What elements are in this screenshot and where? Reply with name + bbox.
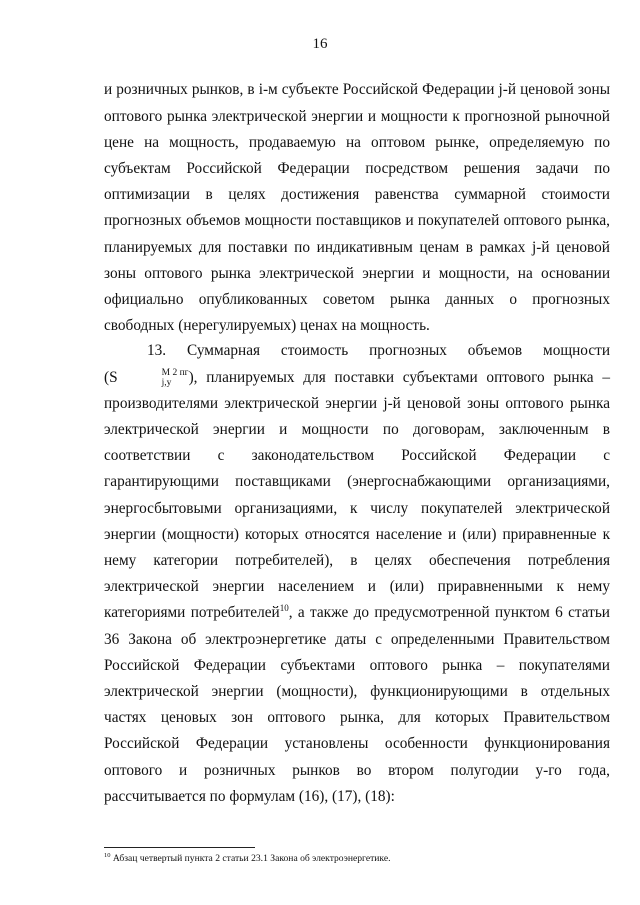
formula-symbol: S bbox=[109, 368, 118, 386]
paragraph-13-tail: , а также до предусмотренной пунктом 6 статьи 36 Закона об электроэнергетике даты с определенными Правительством Российской Федерации субъектами оптового рынка – покупателями электрической энергии (мощности), функционирующими в отдельных частях ценовых зон оптового рынка, для которых Правительством Российской Федерации установлены особенности функционирования оптового и розничных рынков во втором полугодии y-го года, рассчитывается по формулам (16), (17), (18): bbox=[104, 604, 610, 805]
footnote-marker: 10 bbox=[104, 851, 111, 859]
footnote-text: Абзац четвертый пункта 2 статьи 23.1 Закона об электроэнергетике. bbox=[110, 853, 391, 864]
footnote-separator bbox=[104, 847, 255, 848]
formula-subscript: j,y bbox=[161, 377, 172, 388]
formula-total-cost bbox=[109, 369, 188, 386]
footnote-reference: 10 bbox=[279, 603, 289, 614]
paragraph-continuation: и розничных рынков, в i-м субъекте Российской Федерации j-й ценовой зоны оптового рынка электрической энергии и мощности к прогнозной рыночной цене на мощность, продаваемую на оптовом рынке, определяемую по субъектам Российской Федерации посредством решения задачи по оптимизации в целях достижения равенства суммарной стоимости прогнозных объемов мощности поставщиков и покупателей оптового рынка, планируемых для поставки по индикативным ценам в рамках j-й ценовой зоны оптового рынка электрической энергии и мощности, на основании официально опубликованных советом рынка данных о прогнозных свободных (нерегулируемых) ценах на мощность. bbox=[104, 81, 610, 335]
paragraph-13-body: ), планируемых для поставки субъектами оптового рынка – производителями электрической энергии j-й ценовой зоны оптового рынка электрической энергии и мощности по договорам, заключенным в соответствии с законодательством Российской Федерации с гарантирующими поставщиками (энергоснабжающими организациями, энергосбытовыми организациями, к числу покупателей электрической энергии (мощности) которых относятся население и (или) приравненные к нему категории потребителей), в целях обеспечения потребления электрической энергии населением и (или) приравненными к нему категориями потребителей bbox=[104, 368, 610, 622]
formula-superscript: М 2 пг bbox=[161, 367, 189, 378]
paragraph-13 bbox=[104, 338, 610, 810]
formula-indices bbox=[119, 368, 189, 388]
page-number: 16 bbox=[312, 36, 328, 52]
paragraph-13-lead: 13. Суммарная стоимость прогнозных объемов мощности ( bbox=[104, 342, 610, 386]
footnote bbox=[104, 853, 610, 865]
